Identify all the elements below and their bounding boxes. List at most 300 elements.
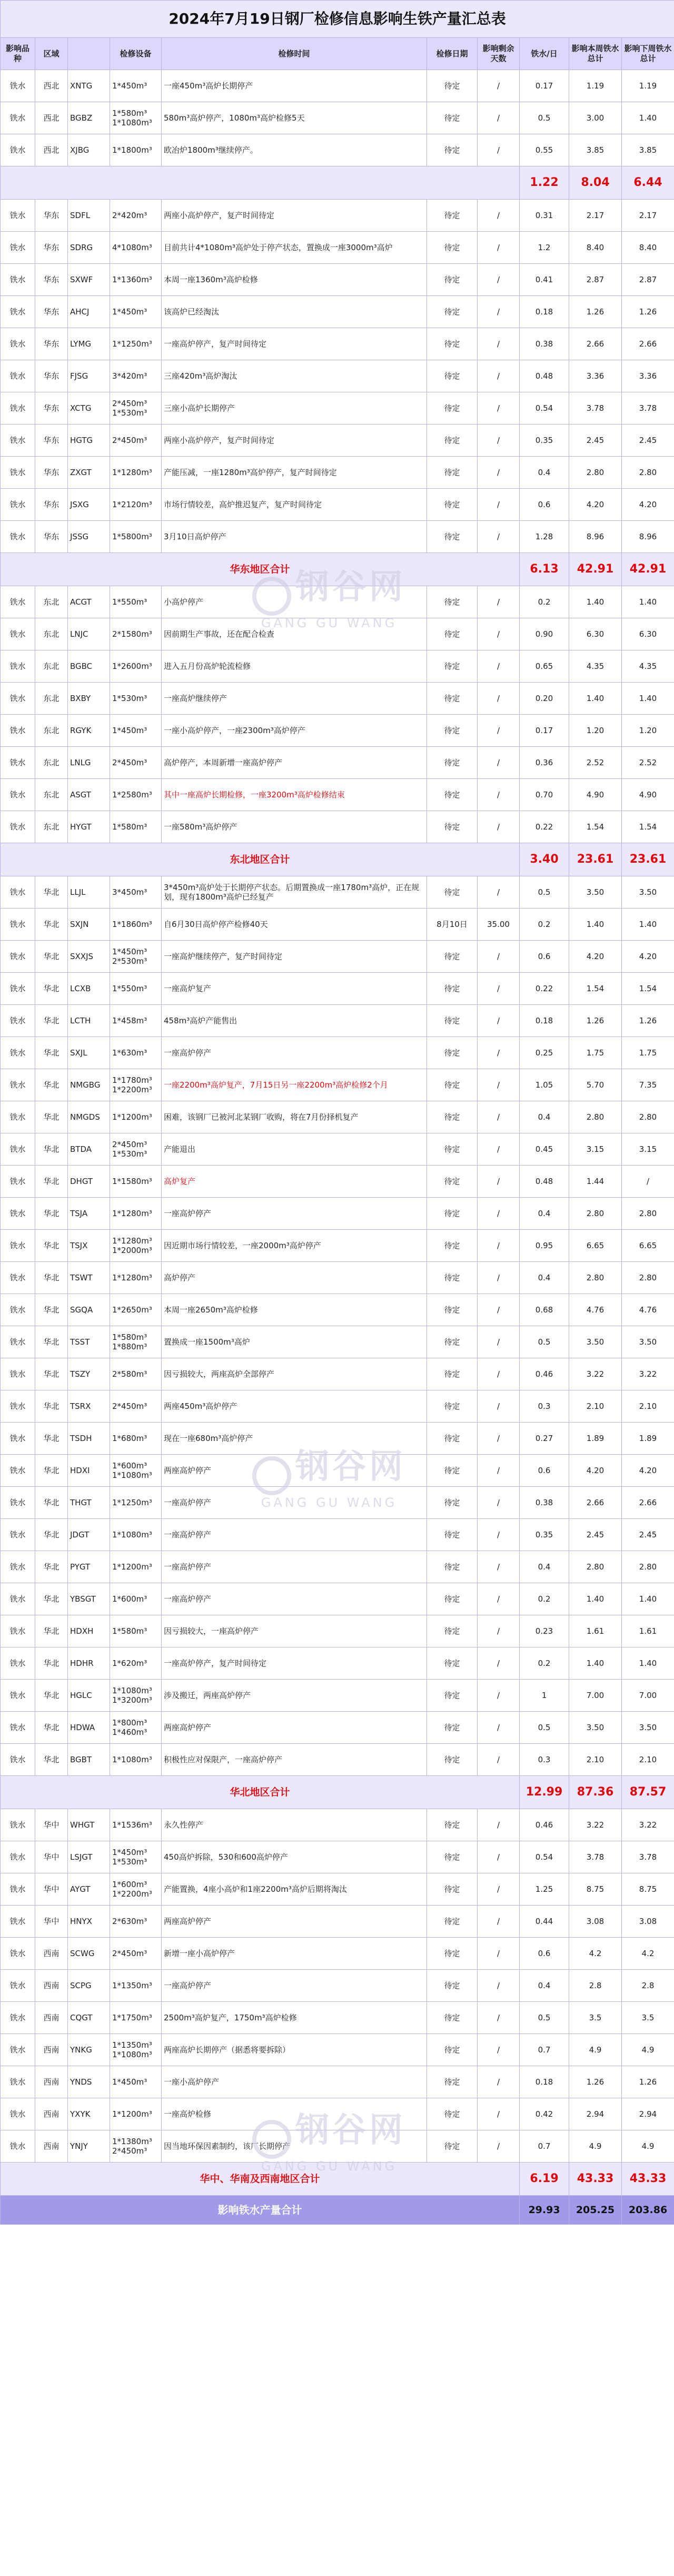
cell-this-week-total: 4.76 xyxy=(569,1294,622,1326)
table-row xyxy=(1,2002,674,2034)
cell-remaining-days: / xyxy=(478,941,520,973)
cell-this-week-total: 1.40 xyxy=(569,586,622,618)
cell-equipment: 2*450m³ xyxy=(110,1390,162,1423)
cell-plant: RGYK xyxy=(68,715,110,747)
cell-maintenance-date: 待定 xyxy=(427,1358,478,1390)
cell-next-week-total: 3.50 xyxy=(622,1326,674,1358)
cell-region: 华北 xyxy=(35,1551,68,1583)
cell-next-week-total: 4.9 xyxy=(622,2130,674,2163)
cell-maintenance-time: 一座450m³高炉长期停产 xyxy=(162,70,427,102)
cell-remaining-days: / xyxy=(478,876,520,909)
cell-maintenance-date: 待定 xyxy=(427,1938,478,1970)
cell-maintenance-time: 欧冶炉1800m³继续停产。 xyxy=(162,134,427,166)
cell-next-week-total: 6.30 xyxy=(622,618,674,650)
cell-variety: 铁水 xyxy=(1,489,35,521)
cell-daily-iron: 0.7 xyxy=(520,2130,569,2163)
cell-region: 华中 xyxy=(35,1873,68,1906)
cell-remaining-days: / xyxy=(478,489,520,521)
cell-next-week-total: 2.94 xyxy=(622,2098,674,2130)
cell-this-week-total: 1.40 xyxy=(569,1583,622,1615)
cell-next-week-total: 2.80 xyxy=(622,1101,674,1133)
table-row xyxy=(1,1841,674,1873)
cell-equipment: 2*420m³ xyxy=(110,200,162,232)
cell-maintenance-time: 580m³高炉停产，1080m³高炉检修5天 xyxy=(162,102,427,134)
table-row xyxy=(1,521,674,553)
cell-daily-iron: 0.4 xyxy=(520,1198,569,1230)
cell-plant: TSRX xyxy=(68,1390,110,1423)
cell-maintenance-date: 待定 xyxy=(427,941,478,973)
cell-maintenance-date: 待定 xyxy=(427,1005,478,1037)
table-row xyxy=(1,1873,674,1906)
cell-plant: LSJGT xyxy=(68,1841,110,1873)
cell-plant: XNTG xyxy=(68,70,110,102)
cell-maintenance-time: 一座高炉检修 xyxy=(162,2098,427,2130)
cell-remaining-days: / xyxy=(478,1906,520,1938)
cell-plant: BXBY xyxy=(68,683,110,715)
cell-this-week-total: 1.54 xyxy=(569,973,622,1005)
watermark-cn: 钢谷网 xyxy=(295,568,406,607)
cell-daily-iron: 0.2 xyxy=(520,1647,569,1680)
cell-variety: 铁水 xyxy=(1,1647,35,1680)
cell-maintenance-time: 两座高炉长期停产（据悉将要拆除） xyxy=(162,2034,427,2066)
cell-equipment: 1*800m³ 1*460m³ xyxy=(110,1712,162,1744)
cell-region: 华北 xyxy=(35,1133,68,1166)
cell-daily-iron: 0.5 xyxy=(520,102,569,134)
cell-region: 华东 xyxy=(35,296,68,328)
cell-next-week-total: 1.61 xyxy=(622,1615,674,1647)
cell-maintenance-time: 一座高炉继续停产，复产时间待定 xyxy=(162,941,427,973)
cell-daily-iron: 0.44 xyxy=(520,1906,569,1938)
cell-plant: LYMG xyxy=(68,328,110,360)
cell-region: 华中 xyxy=(35,1809,68,1841)
table-row xyxy=(1,200,674,232)
cell-remaining-days: / xyxy=(478,1390,520,1423)
cell-maintenance-time: 本周一座2650m³高炉检修 xyxy=(162,1294,427,1326)
cell-remaining-days: / xyxy=(478,1101,520,1133)
cell-daily-iron: 0.31 xyxy=(520,200,569,232)
cell-variety: 铁水 xyxy=(1,1583,35,1615)
cell-region: 西北 xyxy=(35,134,68,166)
cell-variety: 铁水 xyxy=(1,909,35,941)
cell-daily-iron: 0.54 xyxy=(520,1841,569,1873)
cell-next-week-total: 3.78 xyxy=(622,1841,674,1873)
cell-next-week-total: 1.75 xyxy=(622,1037,674,1069)
cell-maintenance-date: 待定 xyxy=(427,1262,478,1294)
cell-daily-iron: 0.5 xyxy=(520,2002,569,2034)
cell-this-week-total: 4.90 xyxy=(569,779,622,811)
cell-variety: 铁水 xyxy=(1,1101,35,1133)
cell-equipment: 1*1350m³ 1*1080m³ xyxy=(110,2034,162,2066)
cell-variety: 铁水 xyxy=(1,1358,35,1390)
cell-variety: 铁水 xyxy=(1,1294,35,1326)
cell-equipment: 1*530m³ xyxy=(110,683,162,715)
cell-daily-iron: 0.6 xyxy=(520,941,569,973)
table-row xyxy=(1,779,674,811)
table-row xyxy=(1,811,674,843)
cell-variety: 铁水 xyxy=(1,618,35,650)
cell-this-week-total: 4.35 xyxy=(569,650,622,683)
cell-plant: TSWT xyxy=(68,1262,110,1294)
cell-daily-iron: 0.90 xyxy=(520,618,569,650)
table-row xyxy=(1,2130,674,2163)
cell-equipment: 1*600m³ xyxy=(110,1583,162,1615)
cell-daily-iron: 0.46 xyxy=(520,1358,569,1390)
cell-maintenance-time: 产能压减，一座1280m³高炉停产，复产时间待定 xyxy=(162,457,427,489)
cell-variety: 铁水 xyxy=(1,1906,35,1938)
table-row xyxy=(1,586,674,618)
cell-next-week-total: 2.80 xyxy=(622,457,674,489)
cell-maintenance-date: 待定 xyxy=(427,2066,478,2098)
cell-region: 华北 xyxy=(35,1166,68,1198)
cell-remaining-days: / xyxy=(478,1294,520,1326)
subtotal-row xyxy=(1,1776,674,1809)
header-row xyxy=(1,38,674,70)
cell-region: 华东 xyxy=(35,200,68,232)
cell-equipment: 1*600m³ 1*2200m³ xyxy=(110,1873,162,1906)
cell-variety: 铁水 xyxy=(1,2066,35,2098)
cell-daily-iron: 0.6 xyxy=(520,1455,569,1487)
cell-maintenance-date: 待定 xyxy=(427,650,478,683)
title-row xyxy=(1,1,674,38)
cell-maintenance-date: 待定 xyxy=(427,134,478,166)
cell-region: 华北 xyxy=(35,1519,68,1551)
cell-plant: SDFL xyxy=(68,200,110,232)
cell-maintenance-time: 两座高炉停产 xyxy=(162,1906,427,1938)
grand-total-label: 影响铁水产量合计 xyxy=(1,2196,520,2225)
cell-maintenance-time: 因亏损较大，一座高炉停产 xyxy=(162,1615,427,1647)
cell-maintenance-date: 待定 xyxy=(427,200,478,232)
cell-region: 东北 xyxy=(35,586,68,618)
subtotal-daily-iron: 1.22 xyxy=(520,166,569,200)
cell-plant: JSXG xyxy=(68,489,110,521)
cell-maintenance-time: 置换成一座1500m³高炉 xyxy=(162,1326,427,1358)
subtotal-next-week: 6.44 xyxy=(622,166,674,200)
table-row xyxy=(1,683,674,715)
cell-daily-iron: 0.6 xyxy=(520,489,569,521)
cell-daily-iron: 0.95 xyxy=(520,1230,569,1262)
cell-this-week-total: 6.30 xyxy=(569,618,622,650)
cell-daily-iron: 0.41 xyxy=(520,264,569,296)
watermark-cn: 钢谷网 xyxy=(295,2111,406,2150)
cell-plant: HDXI xyxy=(68,1455,110,1487)
cell-maintenance-date: 待定 xyxy=(427,70,478,102)
cell-this-week-total: 2.8 xyxy=(569,1970,622,2002)
cell-maintenance-date: 待定 xyxy=(427,586,478,618)
cell-equipment: 1*1280m³ xyxy=(110,1198,162,1230)
cell-remaining-days: / xyxy=(478,1744,520,1776)
cell-maintenance-date: 待定 xyxy=(427,2002,478,2034)
cell-next-week-total: 3.78 xyxy=(622,392,674,425)
cell-plant: HNYX xyxy=(68,1906,110,1938)
cell-equipment: 1*1536m³ xyxy=(110,1809,162,1841)
cell-plant: BGBT xyxy=(68,1744,110,1776)
cell-variety: 铁水 xyxy=(1,1519,35,1551)
header-region: 区域 xyxy=(35,38,68,70)
grand-total-this-week: 205.25 xyxy=(569,2196,622,2225)
cell-this-week-total: 1.40 xyxy=(569,909,622,941)
cell-remaining-days: / xyxy=(478,1166,520,1198)
cell-equipment: 1*1080m³ xyxy=(110,1519,162,1551)
cell-region: 华北 xyxy=(35,1423,68,1455)
cell-maintenance-time: 困难，该钢厂已被河北某钢厂收购，将在7月份择机复产 xyxy=(162,1101,427,1133)
cell-maintenance-time: 三座420m³高炉淘汰 xyxy=(162,360,427,392)
cell-maintenance-time: 458m³高炉产能售出 xyxy=(162,1005,427,1037)
cell-maintenance-time: 一座高炉停产，复产时间待定 xyxy=(162,1647,427,1680)
watermark-en: GANG GU WANG xyxy=(261,615,398,630)
cell-remaining-days: / xyxy=(478,296,520,328)
cell-variety: 铁水 xyxy=(1,1166,35,1198)
cell-maintenance-time: 高炉停产 xyxy=(162,1262,427,1294)
cell-maintenance-date: 待定 xyxy=(427,1198,478,1230)
cell-plant: SXJN xyxy=(68,909,110,941)
cell-equipment: 2*450m³ 1*530m³ xyxy=(110,392,162,425)
cell-daily-iron: 0.48 xyxy=(520,360,569,392)
cell-variety: 铁水 xyxy=(1,973,35,1005)
cell-remaining-days: / xyxy=(478,457,520,489)
cell-maintenance-time: 3月10日高炉停产 xyxy=(162,521,427,553)
cell-next-week-total: 2.66 xyxy=(622,328,674,360)
cell-equipment: 1*450m³ xyxy=(110,2066,162,2098)
cell-daily-iron: 0.17 xyxy=(520,70,569,102)
cell-maintenance-date: 待定 xyxy=(427,1519,478,1551)
cell-maintenance-time: 一座高炉停产，复产时间待定 xyxy=(162,328,427,360)
cell-maintenance-date: 待定 xyxy=(427,328,478,360)
table-row xyxy=(1,1390,674,1423)
cell-maintenance-time: 一座高炉停产 xyxy=(162,1487,427,1519)
grand-total-row xyxy=(1,2196,674,2225)
cell-plant: LNLG xyxy=(68,747,110,779)
cell-variety: 铁水 xyxy=(1,1841,35,1873)
cell-this-week-total: 1.54 xyxy=(569,811,622,843)
cell-plant: SXWF xyxy=(68,264,110,296)
watermark-en: GANG GU WANG xyxy=(261,2158,398,2174)
cell-maintenance-date: 待定 xyxy=(427,876,478,909)
subtotal-next-week: 42.91 xyxy=(622,553,674,586)
table-row xyxy=(1,1230,674,1262)
table-row xyxy=(1,296,674,328)
cell-region: 华北 xyxy=(35,973,68,1005)
table-row xyxy=(1,489,674,521)
cell-maintenance-date: 待定 xyxy=(427,2098,478,2130)
cell-equipment: 1*1800m³ xyxy=(110,134,162,166)
watermark-cn: 钢谷网 xyxy=(295,1447,406,1486)
subtotal-row xyxy=(1,843,674,876)
cell-this-week-total: 3.36 xyxy=(569,360,622,392)
cell-variety: 铁水 xyxy=(1,650,35,683)
table-row xyxy=(1,941,674,973)
table-row xyxy=(1,328,674,360)
table-row xyxy=(1,973,674,1005)
cell-remaining-days: / xyxy=(478,1841,520,1873)
cell-variety: 铁水 xyxy=(1,200,35,232)
cell-plant: YNJY xyxy=(68,2130,110,2163)
cell-equipment: 1*5800m³ xyxy=(110,521,162,553)
table-row xyxy=(1,876,674,909)
cell-equipment: 1*580m³ xyxy=(110,1615,162,1647)
cell-maintenance-date: 待定 xyxy=(427,102,478,134)
subtotal-this-week: 42.91 xyxy=(569,553,622,586)
cell-region: 华东 xyxy=(35,232,68,264)
cell-variety: 铁水 xyxy=(1,232,35,264)
cell-this-week-total: 3.78 xyxy=(569,392,622,425)
cell-maintenance-date: 待定 xyxy=(427,360,478,392)
cell-this-week-total: 4.20 xyxy=(569,941,622,973)
cell-remaining-days: / xyxy=(478,1005,520,1037)
table-row xyxy=(1,1262,674,1294)
cell-variety: 铁水 xyxy=(1,1069,35,1101)
cell-next-week-total: 2.80 xyxy=(622,1198,674,1230)
cell-this-week-total: 2.45 xyxy=(569,425,622,457)
cell-variety: 铁水 xyxy=(1,747,35,779)
cell-remaining-days: / xyxy=(478,70,520,102)
cell-this-week-total: 2.80 xyxy=(569,1551,622,1583)
cell-daily-iron: 0.48 xyxy=(520,1166,569,1198)
cell-plant: SCPG xyxy=(68,1970,110,2002)
cell-maintenance-time: 进入五月份高炉轮流检修 xyxy=(162,650,427,683)
cell-region: 华北 xyxy=(35,1101,68,1133)
cell-equipment: 1*550m³ xyxy=(110,973,162,1005)
cell-this-week-total: 5.70 xyxy=(569,1069,622,1101)
cell-variety: 铁水 xyxy=(1,2002,35,2034)
cell-equipment: 1*450m³ xyxy=(110,296,162,328)
cell-equipment: 2*580m³ xyxy=(110,1358,162,1390)
table-row xyxy=(1,909,674,941)
cell-maintenance-time: 两座高炉停产 xyxy=(162,1712,427,1744)
subtotal-row xyxy=(1,166,674,200)
cell-next-week-total: 7.35 xyxy=(622,1069,674,1101)
cell-maintenance-time: 一座高炉继续停产 xyxy=(162,683,427,715)
cell-next-week-total: 3.5 xyxy=(622,2002,674,2034)
cell-variety: 铁水 xyxy=(1,1326,35,1358)
cell-remaining-days: / xyxy=(478,973,520,1005)
cell-variety: 铁水 xyxy=(1,1390,35,1423)
cell-this-week-total: 1.26 xyxy=(569,1005,622,1037)
cell-next-week-total: 1.40 xyxy=(622,586,674,618)
cell-equipment: 1*630m³ xyxy=(110,1037,162,1069)
cell-daily-iron: 0.3 xyxy=(520,1390,569,1423)
cell-region: 西南 xyxy=(35,2002,68,2034)
cell-remaining-days: / xyxy=(478,811,520,843)
cell-plant: HYGT xyxy=(68,811,110,843)
cell-next-week-total: 8.96 xyxy=(622,521,674,553)
cell-region: 华北 xyxy=(35,1390,68,1423)
cell-maintenance-time: 两座小高炉停产，复产时间待定 xyxy=(162,200,427,232)
cell-daily-iron: 0.38 xyxy=(520,1487,569,1519)
cell-maintenance-date: 待定 xyxy=(427,1133,478,1166)
header-maintenance-date: 检修日期 xyxy=(427,38,478,70)
cell-next-week-total: 4.90 xyxy=(622,779,674,811)
cell-equipment: 1*1200m³ xyxy=(110,1101,162,1133)
grand-total-daily-iron: 29.93 xyxy=(520,2196,569,2225)
cell-region: 华东 xyxy=(35,328,68,360)
cell-daily-iron: 0.70 xyxy=(520,779,569,811)
cell-variety: 铁水 xyxy=(1,586,35,618)
cell-maintenance-date: 待定 xyxy=(427,425,478,457)
cell-plant: HDXH xyxy=(68,1615,110,1647)
cell-maintenance-time: 一座高炉停产 xyxy=(162,1198,427,1230)
cell-region: 华北 xyxy=(35,1005,68,1037)
cell-this-week-total: 4.9 xyxy=(569,2034,622,2066)
table-row xyxy=(1,392,674,425)
cell-region: 华北 xyxy=(35,1583,68,1615)
cell-remaining-days: / xyxy=(478,1551,520,1583)
cell-this-week-total: 2.66 xyxy=(569,328,622,360)
cell-daily-iron: 0.2 xyxy=(520,586,569,618)
cell-equipment: 1*1280m³ xyxy=(110,1262,162,1294)
table-row xyxy=(1,747,674,779)
cell-remaining-days: / xyxy=(478,1358,520,1390)
cell-remaining-days: / xyxy=(478,618,520,650)
cell-maintenance-time: 因亏损较大，两座高炉全部停产 xyxy=(162,1358,427,1390)
cell-variety: 铁水 xyxy=(1,1970,35,2002)
cell-maintenance-date: 待定 xyxy=(427,1809,478,1841)
cell-maintenance-time: 高炉复产 xyxy=(162,1166,427,1198)
cell-variety: 铁水 xyxy=(1,1551,35,1583)
cell-variety: 铁水 xyxy=(1,1615,35,1647)
cell-remaining-days: / xyxy=(478,779,520,811)
cell-plant: SXJL xyxy=(68,1037,110,1069)
table-row xyxy=(1,1423,674,1455)
cell-this-week-total: 2.87 xyxy=(569,264,622,296)
cell-remaining-days: / xyxy=(478,1615,520,1647)
cell-remaining-days: 35.00 xyxy=(478,909,520,941)
cell-region: 西南 xyxy=(35,1938,68,1970)
cell-daily-iron: 0.45 xyxy=(520,1133,569,1166)
table-row xyxy=(1,1970,674,2002)
table-row xyxy=(1,1037,674,1069)
cell-region: 华北 xyxy=(35,1198,68,1230)
cell-next-week-total: 4.20 xyxy=(622,941,674,973)
cell-daily-iron: 0.68 xyxy=(520,1294,569,1326)
cell-equipment: 1*1750m³ xyxy=(110,2002,162,2034)
cell-maintenance-date: 待定 xyxy=(427,1294,478,1326)
cell-maintenance-time: 小高炉停产 xyxy=(162,586,427,618)
cell-region: 华东 xyxy=(35,457,68,489)
cell-plant: LLJL xyxy=(68,876,110,909)
cell-next-week-total: 4.20 xyxy=(622,1455,674,1487)
subtotal-this-week: 23.61 xyxy=(569,843,622,876)
subtotal-next-week: 87.57 xyxy=(622,1776,674,1809)
cell-daily-iron: 0.27 xyxy=(520,1423,569,1455)
cell-daily-iron: 0.42 xyxy=(520,2098,569,2130)
subtotal-daily-iron: 3.40 xyxy=(520,843,569,876)
cell-equipment: 2*450m³ 1*530m³ xyxy=(110,1133,162,1166)
cell-plant: JSSG xyxy=(68,521,110,553)
cell-remaining-days: / xyxy=(478,2034,520,2066)
cell-maintenance-time: 3*450m³高炉处于长期停产状态。后期置换成一座1780m³高炉，正在规划，现有1800m³高炉已经复产 xyxy=(162,876,427,909)
cell-equipment: 1*1200m³ xyxy=(110,2098,162,2130)
cell-equipment: 1*620m³ xyxy=(110,1647,162,1680)
cell-next-week-total: 3.36 xyxy=(622,360,674,392)
cell-remaining-days: / xyxy=(478,1519,520,1551)
cell-region: 华北 xyxy=(35,1326,68,1358)
cell-next-week-total: 8.75 xyxy=(622,1873,674,1906)
cell-plant: YXYK xyxy=(68,2098,110,2130)
cell-remaining-days: / xyxy=(478,1809,520,1841)
cell-maintenance-date: 待定 xyxy=(427,811,478,843)
table-row xyxy=(1,1101,674,1133)
cell-maintenance-date: 待定 xyxy=(427,521,478,553)
cell-next-week-total: 1.54 xyxy=(622,811,674,843)
cell-remaining-days: / xyxy=(478,650,520,683)
cell-daily-iron: 1.2 xyxy=(520,232,569,264)
cell-this-week-total: 1.89 xyxy=(569,1423,622,1455)
cell-maintenance-date: 待定 xyxy=(427,1744,478,1776)
cell-this-week-total: 2.10 xyxy=(569,1390,622,1423)
cell-region: 西南 xyxy=(35,2034,68,2066)
cell-this-week-total: 2.17 xyxy=(569,200,622,232)
cell-maintenance-time: 因当地环保因素制约，该厂长期停产 xyxy=(162,2130,427,2163)
